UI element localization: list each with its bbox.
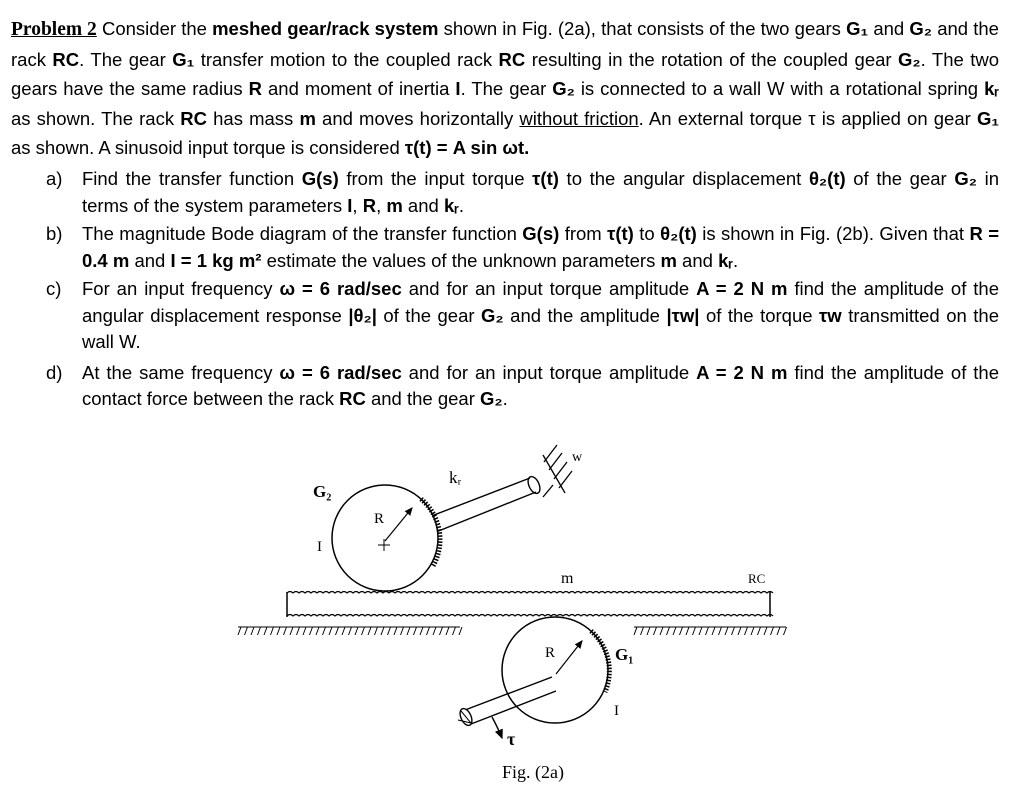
emphasis-text: A = 2 N m (696, 361, 788, 383)
text-run: . (502, 388, 508, 409)
rack-rc (287, 592, 773, 618)
question-label: d) (46, 361, 63, 383)
emphasis-text: G₂ (481, 304, 504, 326)
text-run: from the input torque (338, 168, 533, 189)
emphasis-text: G₂ (909, 18, 933, 39)
text-run: and for an input torque amplitude (401, 361, 697, 383)
problem-title: Problem 2 (11, 19, 97, 40)
text-run: . The two gears have the same radius (11, 48, 1000, 99)
text-run: The magnitude Bode diagram of the transfer function (82, 223, 523, 244)
text-run: and moment of inertia (262, 78, 456, 99)
text-run: and (402, 194, 444, 216)
emphasis-text: G₂ (480, 388, 503, 409)
gear-g2 (332, 485, 440, 591)
emphasis-text: θ₂(t) (808, 168, 846, 189)
text-run: For an input frequency (82, 278, 280, 299)
emphasis-text: RC (339, 388, 366, 409)
underlined-text: without friction (519, 107, 639, 129)
question-label: c) (46, 278, 62, 299)
label-mass: m (561, 570, 574, 587)
label-torque: τ (507, 729, 516, 749)
emphasis-text: A = 2 N m (696, 278, 788, 299)
text-run: . (458, 194, 465, 216)
text-run: as shown. The rack (11, 107, 181, 129)
text-run: to the angular displacement (558, 168, 809, 189)
text-run: and the rack (11, 18, 999, 70)
emphasis-text: G₁ (976, 107, 999, 129)
text-run: and the gear (365, 388, 480, 409)
text-run: find the amplitude of the angular displacement response (82, 278, 1000, 326)
label-g2: G₂ (313, 482, 332, 501)
emphasis-text: G₁ (172, 48, 195, 70)
text-run: as shown. A sinusoid input torque is considered (11, 137, 405, 158)
text-run: At the same frequency (82, 361, 280, 383)
emphasis-text: meshed gear/rack system (212, 18, 439, 39)
emphasis-text: I (347, 194, 353, 216)
emphasis-text: R = 0.4 m (82, 223, 1000, 271)
text-run: , (352, 194, 363, 216)
label-radius-top: R (374, 511, 385, 527)
text-run: and (676, 249, 719, 271)
emphasis-text: I = 1 kg m² (170, 249, 262, 271)
label-g1: G₁ (615, 645, 634, 664)
figure-caption: Fig. (2a) (502, 762, 564, 782)
emphasis-text: G(s) (301, 168, 339, 189)
emphasis-text: m (386, 194, 403, 216)
text-run: shown in Fig. (2a), that consists of the two gears (438, 18, 847, 39)
text-run: . The gear (460, 78, 553, 99)
emphasis-text: m (660, 249, 677, 271)
label-rack: RC (748, 571, 766, 586)
text-run: is shown in Fig. (2b). Given that (696, 223, 970, 244)
text-run: of the gear (845, 168, 955, 189)
emphasis-text: θ₂(t) (660, 223, 697, 244)
text-run: is connected to a wall W with a rotational spring (574, 78, 985, 99)
text-run: resulting in the rotation of the coupled gear (525, 48, 899, 70)
emphasis-text: RC (180, 107, 207, 129)
emphasis-text: G₂ (898, 48, 921, 70)
emphasis-text: ω = 6 rad/sec (279, 361, 402, 383)
emphasis-text: I (455, 78, 461, 99)
text-run: and (129, 249, 171, 271)
text-run: transfer motion to the coupled rack (194, 48, 499, 70)
emphasis-text: RC (498, 48, 526, 70)
label-inertia-bottom: I (614, 703, 619, 719)
text-run: in terms of the system parameters (82, 168, 999, 216)
ground-left (238, 627, 462, 635)
text-run: transmitted on the wall W. (82, 304, 999, 352)
label-wall: w (572, 450, 583, 465)
emphasis-text: τw (819, 304, 842, 326)
emphasis-text: kᵣ (718, 249, 734, 271)
emphasis-text: kᵣ (443, 194, 459, 216)
text-run: . The gear (79, 48, 173, 70)
emphasis-text: R (248, 78, 263, 99)
emphasis-text: G₂ (552, 78, 575, 99)
label-radius-bottom: R (545, 645, 556, 661)
text-run: find the amplitude of the contact force between the rack (82, 361, 999, 409)
emphasis-text: RC (52, 48, 80, 70)
text-run: Find the transfer function (82, 168, 302, 189)
label-inertia-top: I (317, 539, 322, 555)
question-label: b) (46, 223, 63, 244)
text-run: and moves horizontally (315, 107, 520, 129)
question-label: a) (46, 168, 63, 189)
wall-w (543, 445, 572, 497)
text-run: of the torque (699, 304, 820, 326)
emphasis-text: ω = 6 rad/sec (279, 278, 402, 299)
emphasis-text: kᵣ (984, 78, 1000, 99)
emphasis-text: G₂ (954, 168, 977, 189)
emphasis-text: τ(t) (607, 223, 634, 244)
ground-right (634, 627, 787, 635)
text-run: and (868, 18, 910, 39)
text-run: Consider the (96, 18, 213, 39)
text-run: from (559, 223, 608, 244)
emphasis-text: G₁ (846, 18, 869, 39)
emphasis-text: |τw| (666, 304, 700, 326)
text-run: and for an input torque amplitude (401, 278, 697, 299)
gear-g1 (502, 617, 609, 723)
emphasis-text: |θ₂| (348, 304, 377, 326)
text-run: . (733, 249, 739, 271)
text-run: of the gear (376, 304, 482, 326)
emphasis-text: m (299, 107, 316, 129)
label-kr: kᵣ (449, 468, 462, 487)
text-run: . An external torque τ is applied on gear (638, 107, 977, 129)
emphasis-text: G(s) (522, 223, 560, 244)
emphasis-text: R (362, 194, 377, 216)
text-run: and the amplitude (503, 304, 667, 326)
text-run: has mass (206, 107, 300, 129)
text-run: estimate the values of the unknown parameters (261, 249, 661, 271)
text-run: to (633, 223, 661, 244)
emphasis-text: τ(t) = A sin ωt. (404, 137, 530, 158)
emphasis-text: τ(t) (532, 168, 559, 189)
text-run: , (376, 194, 387, 216)
